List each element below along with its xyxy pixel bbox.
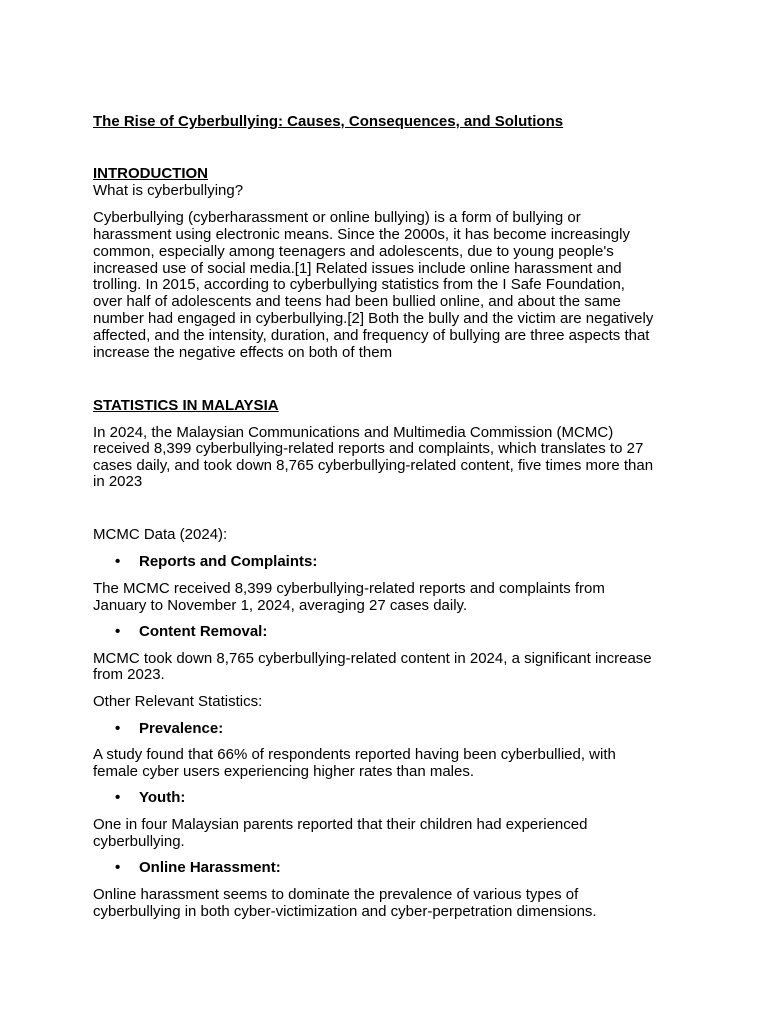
paragraph-line: female cyber users experiencing higher rates than males. xyxy=(93,763,475,780)
paragraph-line: cyberbullying. xyxy=(93,833,185,850)
bullet-content-removal xyxy=(115,624,267,641)
paragraph-line: MCMC took down 8,765 cyberbullying-related content in 2024, a significant increase xyxy=(93,650,652,667)
paragraph-line: increase the negative effects on both of them xyxy=(93,344,393,361)
paragraph-line: increased use of social media.[1] Related issues include online harassment and xyxy=(93,260,622,277)
paragraph-line: received 8,399 cyberbullying-related reports and complaints, which translates to 27 xyxy=(93,440,644,457)
bullet-label: Prevalence: xyxy=(139,720,224,737)
paragraph-line: common, especially among teenagers and adolescents, due to young people's xyxy=(93,243,614,260)
paragraph-line: trolling. In 2015, according to cyberbullying statistics from the I Safe Foundation, xyxy=(93,276,625,293)
bullet-label: Youth: xyxy=(139,789,186,806)
document-title: The Rise of Cyberbullying: Causes, Consequences, and Solutions xyxy=(93,113,564,130)
statistics-heading: STATISTICS IN MALAYSIA xyxy=(93,397,279,414)
paragraph-line: Cyberbullying (cyberharassment or online bullying) is a form of bullying or xyxy=(93,209,581,226)
paragraph-line: Online harassment seems to dominate the prevalence of various types of xyxy=(93,886,579,903)
other-statistics-label: Other Relevant Statistics: xyxy=(93,693,263,710)
bullet-label: Online Harassment: xyxy=(139,859,281,876)
paragraph-line: A study found that 66% of respondents reported having been cyberbullied, with xyxy=(93,746,616,763)
paragraph-line: affected, and the intensity, duration, and frequency of bullying are three aspects that xyxy=(93,327,650,344)
bullet-youth xyxy=(115,790,185,807)
paragraph-line: in 2023 xyxy=(93,473,143,490)
bullet-glyph: • xyxy=(115,789,121,806)
introduction-heading: INTRODUCTION xyxy=(93,165,208,182)
paragraph-line: The MCMC received 8,399 cyberbullying-related reports and complaints from xyxy=(93,580,605,597)
bullet-prevalence xyxy=(115,721,223,738)
bullet-glyph: • xyxy=(115,720,121,737)
paragraph-line: January to November 1, 2024, averaging 27 cases daily. xyxy=(93,597,468,614)
bullet-glyph: • xyxy=(115,553,121,570)
paragraph-line: over half of adolescents and teens had been bullied online, and about the same xyxy=(93,293,621,310)
bullet-glyph: • xyxy=(115,623,121,640)
bullet-reports xyxy=(115,554,317,571)
paragraph-line: cases daily, and took down 8,765 cyberbullying-related content, five times more than xyxy=(93,457,654,474)
paragraph-line: cyberbullying in both cyber-victimization and cyber-perpetration dimensions. xyxy=(93,903,597,920)
paragraph-line: One in four Malaysian parents reported that their children had experienced xyxy=(93,816,588,833)
mcmc-data-label: MCMC Data (2024): xyxy=(93,526,228,543)
paragraph-line: harassment using electronic means. Since the 2000s, it has become increasingly xyxy=(93,226,630,243)
paragraph-line: number had engaged in cyberbullying.[2] Both the bully and the victim are negatively xyxy=(93,310,654,327)
bullet-label: Content Removal: xyxy=(139,623,268,640)
bullet-online-harassment xyxy=(115,860,281,877)
paragraph-line: from 2023. xyxy=(93,666,165,683)
bullet-glyph: • xyxy=(115,859,121,876)
bullet-label: Reports and Complaints: xyxy=(139,553,318,570)
introduction-question: What is cyberbullying? xyxy=(93,182,244,199)
paragraph-line: In 2024, the Malaysian Communications and Multimedia Commission (MCMC) xyxy=(93,424,614,441)
